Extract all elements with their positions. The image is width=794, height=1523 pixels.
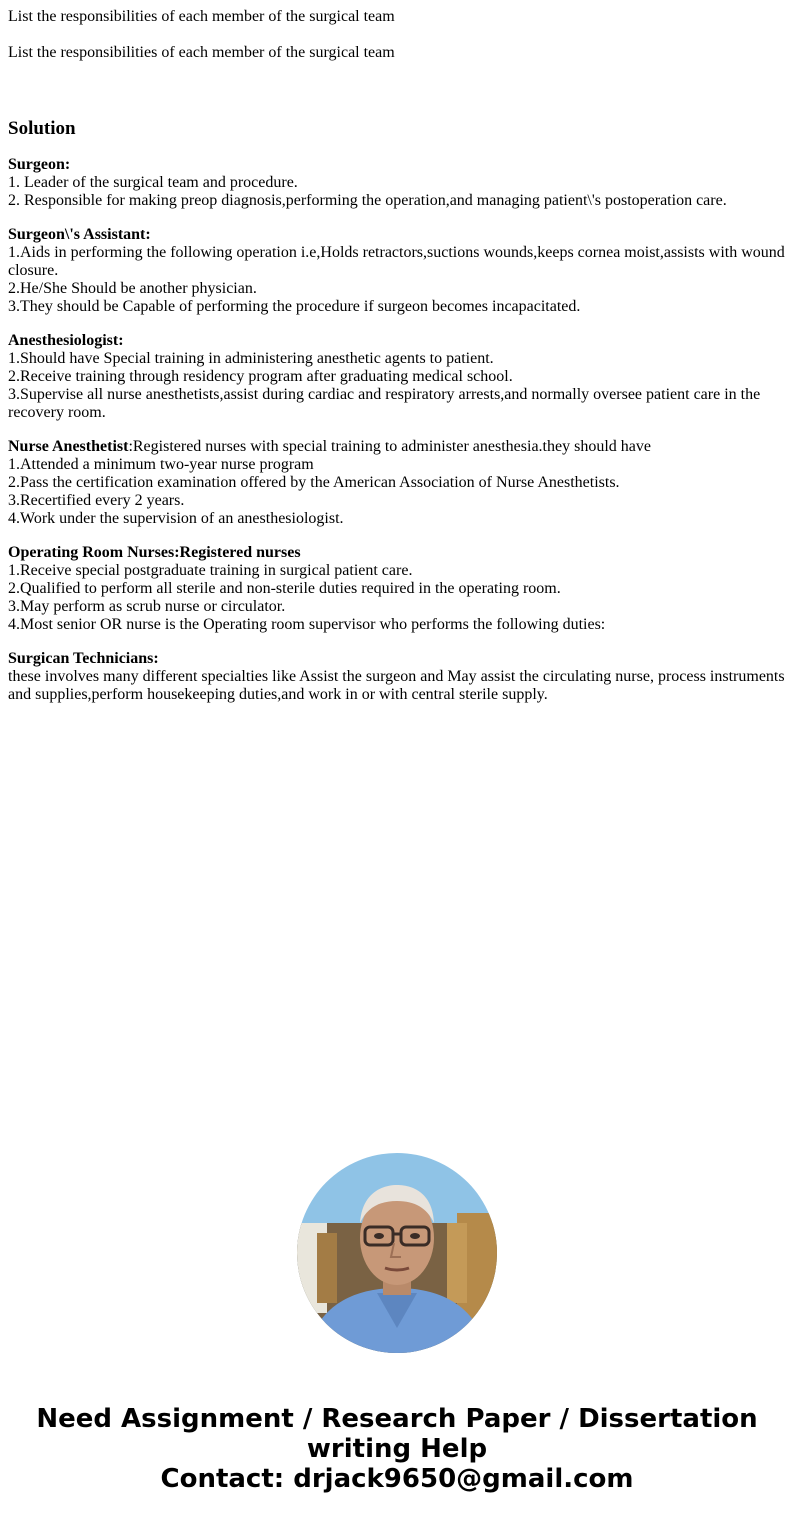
solution-heading: Solution [8, 118, 76, 139]
anesthesiologist-heading: Anesthesiologist: [8, 332, 124, 349]
or-nurses-heading: Operating Room Nurses:Registered nurses [8, 544, 301, 561]
question-text-repeat: List the responsibilities of each member of the surgical team [8, 44, 395, 61]
nurse-anesthetist-section [8, 438, 788, 528]
promo-line: writing Help [306, 1434, 488, 1464]
nurse-anesthetist-intro-line [8, 438, 788, 456]
nurse-anesthetist-item: 2.Pass the certification examination offered by the American Association of Nurse Anesthetists. [8, 474, 620, 491]
anesthesiologist-item: 1.Should have Special training in administering anesthetic agents to patient. [8, 350, 494, 367]
nurse-anesthetist-item: 3.Recertified every 2 years. [8, 492, 185, 509]
author-avatar [297, 1153, 497, 1353]
assistant-section [8, 226, 788, 316]
nurse-anesthetist-item: 4.Work under the supervision of an anesthesiologist. [8, 510, 344, 527]
surgeon-heading: Surgeon: [8, 156, 71, 173]
promo-contact: Contact: drjack9650@gmail.com [160, 1464, 634, 1494]
question-text: List the responsibilities of each member of the surgical team [8, 8, 395, 25]
promo-banner [0, 1404, 794, 1494]
anesthesiologist-item: 2.Receive training through residency program after graduating medical school. [8, 368, 513, 385]
or-nurses-section [8, 544, 788, 634]
author-portrait-image [297, 1153, 497, 1353]
nurse-anesthetist-heading: Nurse Anesthetist [8, 438, 129, 455]
assistant-heading: Surgeon\'s Assistant: [8, 226, 151, 243]
or-nurses-item: 1.Receive special postgraduate training in surgical patient care. [8, 562, 413, 579]
anesthesiologist-item: 3.Supervise all nurse anesthetists,assist during cardiac and respiratory arrests,and normally oversee patient care in the recovery room. [8, 386, 761, 421]
document-body [8, 8, 788, 704]
anesthesiologist-section [8, 332, 788, 422]
assistant-item: 2.He/She Should be another physician. [8, 280, 257, 297]
or-nurses-item: 3.May perform as scrub nurse or circulator. [8, 598, 286, 615]
promo-line: Need Assignment / Research Paper / Dissertation [36, 1404, 758, 1434]
surgeon-item: 2. Responsible for making preop diagnosis,performing the operation,and managing patient\'s postoperation care. [8, 192, 727, 209]
surgeon-item: 1. Leader of the surgical team and procedure. [8, 174, 298, 191]
or-nurses-item: 4.Most senior OR nurse is the Operating room supervisor who performs the following duties: [8, 616, 606, 633]
nurse-anesthetist-item: 1.Attended a minimum two-year nurse program [8, 456, 314, 473]
assistant-item: 3.They should be Capable of performing the procedure if surgeon becomes incapacitated. [8, 298, 581, 315]
technicians-heading: Surgican Technicians: [8, 650, 159, 667]
technicians-item: these involves many different specialties like Assist the surgeon and May assist the circulating nurse, process instruments and supplies,perform housekeeping duties,and work in or with central sterile supply. [8, 668, 785, 703]
surgeon-section [8, 156, 788, 210]
or-nurses-item: 2.Qualified to perform all sterile and non-sterile duties required in the operating room. [8, 580, 561, 597]
nurse-anesthetist-intro: :Registered nurses with special training to administer anesthesia.they should have [128, 438, 651, 455]
technicians-section [8, 650, 788, 704]
assistant-item: 1.Aids in performing the following operation i.e,Holds retractors,suctions wounds,keeps cornea moist,assists with wound closure. [8, 244, 785, 279]
